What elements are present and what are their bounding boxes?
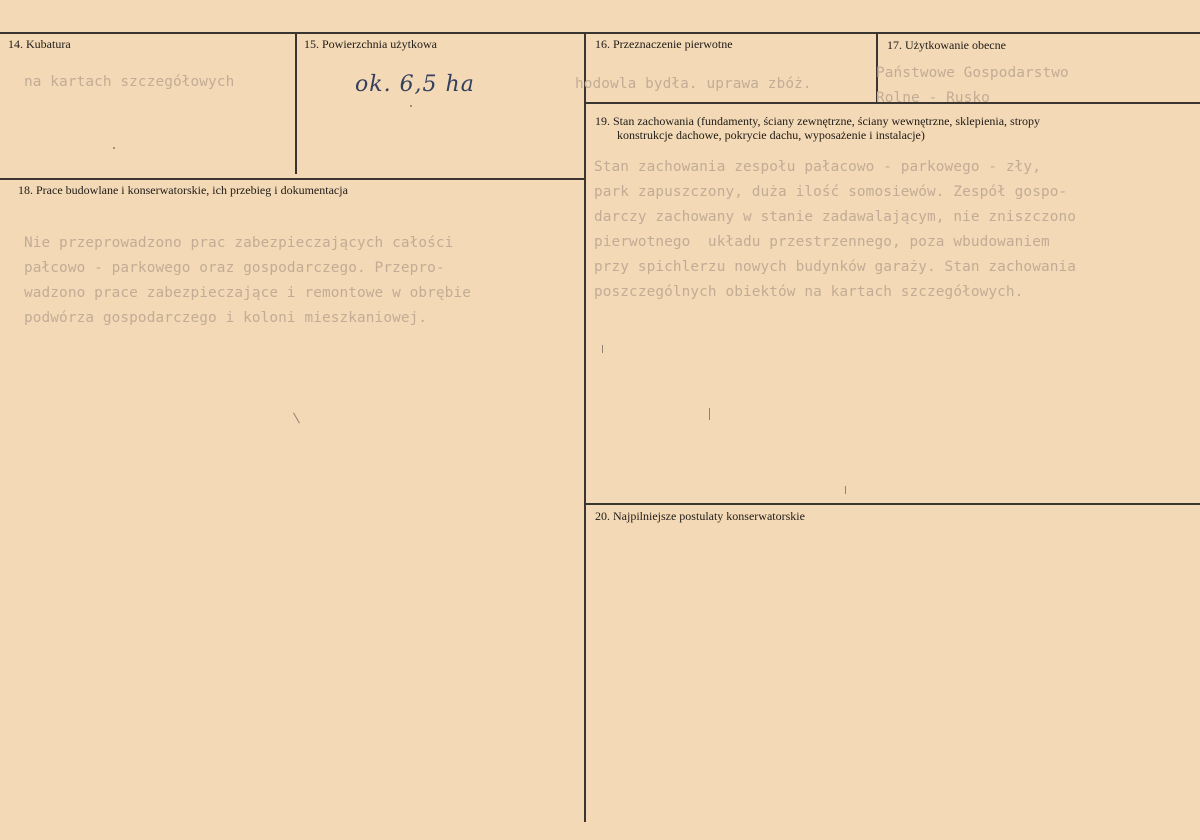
field-19-line-5: przy spichlerzu nowych budynków garaży. Stan zachowania bbox=[594, 259, 1077, 275]
field-18-line-3: wadzono prace zabezpieczające i remontowe w obrębie bbox=[24, 285, 471, 301]
field-18-line-4: podwórza gospodarczego i koloni mieszkaniowej. bbox=[24, 310, 428, 326]
field-19-line-1: Stan zachowania zespołu pałacowo - parkowego - zły, bbox=[594, 159, 1041, 175]
field-16-label: 16. Przeznaczenie pierwotne bbox=[595, 37, 733, 51]
main-divider bbox=[584, 32, 586, 822]
field-19-label-line-2: konstrukcje dachowe, pokrycie dachu, wyposażenie i instalacje) bbox=[617, 128, 925, 142]
field-20-label: 20. Najpilniejsze postulaty konserwatorskie bbox=[595, 509, 805, 523]
field-14-label: 14. Kubatura bbox=[8, 37, 71, 51]
field-18-line-1: Nie przeprowadzono prac zabezpieczających całości bbox=[24, 235, 454, 251]
field-16-value: hodowla bydła. uprawa zbóż. bbox=[575, 76, 812, 92]
field-15-label: 15. Powierzchnia użytkowa bbox=[304, 37, 437, 51]
field-17-label: 17. Użytkowanie obecne bbox=[887, 38, 1006, 52]
field-19-line-4: pierwotnego układu przestrzennego, poza wbudowaniem bbox=[594, 234, 1050, 250]
field-15-value: ok. 6,5 ha bbox=[355, 72, 475, 97]
top-rule bbox=[0, 32, 1200, 34]
divider-14-15 bbox=[295, 32, 297, 174]
paper-speck bbox=[410, 105, 412, 107]
field-19-line-6: poszczególnych obiektów na kartach szczegółowych. bbox=[594, 284, 1024, 300]
paper-mark bbox=[845, 486, 846, 494]
paper-mark bbox=[709, 408, 710, 420]
field-19-line-2: park zapuszczony, duża ilość somosiewów. Zespół gospo- bbox=[594, 184, 1068, 200]
field-18-line-2: pałcowo - parkowego oraz gospodarczego. Przepro- bbox=[24, 260, 445, 276]
divider-under-14-15 bbox=[0, 178, 586, 180]
field-19-label-line-1: 19. Stan zachowania (fundamenty, ściany zewnętrzne, ściany wewnętrzne, sklepienia, stropy bbox=[595, 114, 1041, 128]
field-17-line-1: Państwowe Gospodarstwo bbox=[876, 65, 1069, 81]
field-14-value: na kartach szczegółowych bbox=[24, 74, 235, 90]
paper-mark bbox=[602, 345, 603, 353]
paper-mark bbox=[293, 413, 300, 424]
field-17-line-2: Rolne - Rusko bbox=[876, 90, 990, 106]
divider-under-19 bbox=[586, 503, 1200, 505]
paper-speck bbox=[113, 147, 115, 149]
field-18-label: 18. Prace budowlane i konserwatorskie, ich przebieg i dokumentacja bbox=[18, 183, 348, 197]
field-19-line-3: darczy zachowany w stanie zadawalającym, nie zniszczono bbox=[594, 209, 1077, 225]
